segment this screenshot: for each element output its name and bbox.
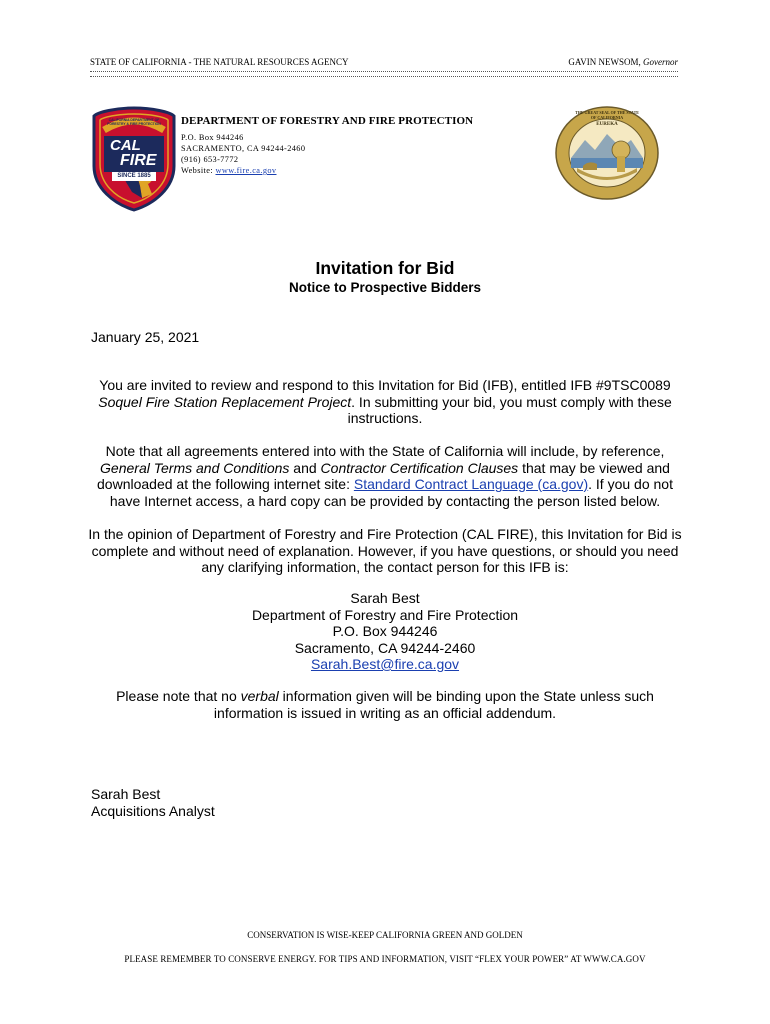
website-link[interactable]: www.fire.ca.gov xyxy=(215,166,277,175)
p2-text-c: . If you do not have Internet access, a hard copy can be provided by contacting the person listed below. xyxy=(109,476,673,509)
certification-clauses: Contractor Certification Clauses xyxy=(320,459,519,476)
department-block xyxy=(181,115,473,176)
contact-name: Sarah Best xyxy=(350,590,420,606)
p1-text-b: . In submitting your bid, you must comply with these instructions. xyxy=(347,393,672,426)
logo-since: SINCE 1885 xyxy=(117,173,151,179)
department-city: SACRAMENTO, CA 94244-2460 xyxy=(181,144,306,153)
department-phone: (916) 653-7772 xyxy=(181,155,239,164)
contact-block xyxy=(80,590,690,673)
cal-fire-logo xyxy=(92,106,176,212)
contact-city: Sacramento, CA 94244-2460 xyxy=(294,639,476,656)
contact-po-box: P.O. Box 944246 xyxy=(332,623,438,639)
governor-title: Governor xyxy=(643,57,678,67)
footer-conservation: CONSERVATION IS WISE-KEEP CALIFORNIA GREEN AND GOLDEN xyxy=(247,930,523,940)
p1-text-a: You are invited to review and respond to this Invitation for Bid (IFB), entitled IFB #9TSC0089 xyxy=(99,377,671,393)
state-seal xyxy=(555,106,659,200)
logo-word-cal: CAL xyxy=(110,137,141,154)
p4-text-a: Please note that no xyxy=(116,688,241,704)
great-seal-icon xyxy=(555,106,659,200)
contact-department: Department of Forestry and Fire Protection xyxy=(251,606,519,623)
document-date: January 25, 2021 xyxy=(91,329,200,345)
department-website-line xyxy=(181,165,473,176)
contact-email-link[interactable]: Sarah.Best@fire.ca.gov xyxy=(310,656,460,672)
paragraph-contact-intro: In the opinion of Department of Forestry and Fire Protection (CAL FIRE), this Invitation for Bid is complete and without need of explanation. However, if you have questions, or should you need any clarifying information, the contact person for this IFB is: xyxy=(88,526,682,575)
seal-motto: EUREKA xyxy=(596,122,618,127)
logo-word-fire: FIRE xyxy=(120,152,157,169)
logo-arc-text: CALIFORNIA DEPARTMENT OF FORESTRY & FIRE PROTECTION xyxy=(107,118,161,126)
signature-block xyxy=(91,786,215,820)
governor-name: GAVIN NEWSOM, xyxy=(568,57,641,67)
paragraph-verbal-notice xyxy=(80,688,690,721)
p2-text-a: Note that all agreements entered into with the State of California will include, by reference, xyxy=(105,443,665,459)
p2-text-b: that may be viewed and downloaded at the following internet site: xyxy=(97,459,670,492)
paragraph-agreements xyxy=(80,443,690,509)
header-rule-top xyxy=(90,71,678,72)
department-name: DEPARTMENT OF FORESTRY AND FIRE PROTECTION xyxy=(181,115,474,127)
general-terms: General Terms and Conditions xyxy=(100,459,290,476)
department-po-box: P.O. Box 944246 xyxy=(181,133,244,142)
p2-text-and: and xyxy=(289,459,321,476)
paragraph-invitation xyxy=(80,377,690,427)
header-rule-bottom xyxy=(90,76,678,77)
governor-line xyxy=(568,57,678,67)
p4-text-b: information given will be binding upon the State unless such information is issued in writing as an official addendum. xyxy=(213,688,654,721)
document-title: Invitation for Bid xyxy=(315,258,455,278)
state-header xyxy=(90,57,678,71)
agency-name: STATE OF CALIFORNIA - THE NATURAL RESOURCES AGENCY xyxy=(90,57,349,67)
document-subtitle: Notice to Prospective Bidders xyxy=(288,280,482,295)
project-name: Soquel Fire Station Replacement Project xyxy=(98,393,352,410)
standard-contract-link[interactable]: Standard Contract Language (ca.gov) xyxy=(353,476,589,492)
signature-name: Sarah Best xyxy=(91,786,161,802)
footer-energy: PLEASE REMEMBER TO CONSERVE ENERGY. FOR TIPS AND INFORMATION, VISIT “FLEX YOUR POWER” AT WWW.CA.GOV xyxy=(124,954,646,964)
signature-title: Acquisitions Analyst xyxy=(91,803,215,819)
seal-arc-text: THE GREAT SEAL OF THE STATE OF CALIFORNIA xyxy=(575,110,639,120)
website-label: Website: xyxy=(181,166,216,175)
verbal-word: verbal xyxy=(240,688,279,704)
